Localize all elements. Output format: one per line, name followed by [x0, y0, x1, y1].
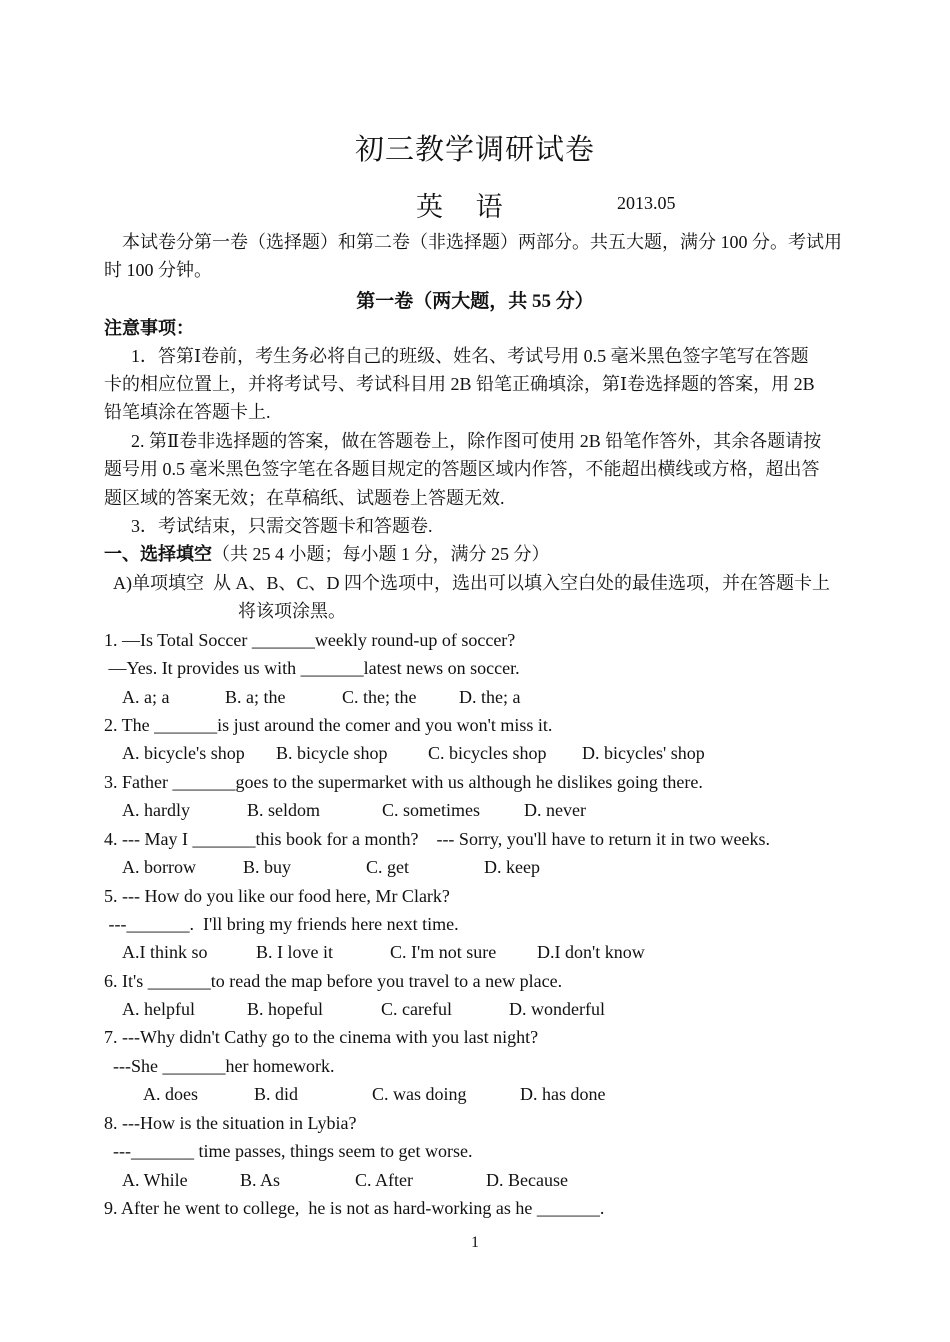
question-stem: 5. --- How do you like our food here, Mr Clark? — [104, 886, 450, 906]
notice-line: 题号用 0.5 毫米黑色签字笔在各题目规定的答题区域内作答，不能超出横线或方格，超出答 — [104, 459, 820, 479]
option-d: D.I don't know — [537, 942, 645, 962]
question-stem: ---_______ time passes, things seem to get worse. — [104, 1141, 473, 1161]
question-stem: 6. It's _______to read the map before you travel to a new place. — [104, 971, 563, 991]
option-d: D. Because — [486, 1170, 568, 1190]
question-stem: 3. Father _______goes to the supermarket with us although he dislikes going there. — [104, 772, 703, 792]
option-b: B. did — [254, 1084, 299, 1104]
option-b: B. As — [240, 1170, 281, 1190]
option-c: C. careful — [381, 999, 452, 1019]
notice-title: 注意事项： — [104, 318, 194, 338]
option-c: C. I'm not sure — [390, 942, 497, 962]
option-a: A. does — [143, 1084, 198, 1104]
question-stem: 1. —Is Total Soccer _______weekly round-up of soccer? — [104, 630, 516, 650]
option-d: D. never — [524, 800, 586, 820]
option-b: B. a; the — [225, 687, 286, 707]
question-stem: 7. ---Why didn't Cathy go to the cinema with you last night? — [104, 1027, 539, 1047]
exam-title: 初三教学调研试卷 — [354, 132, 595, 166]
intro-line-1: 本试卷分第一卷（选择题）和第二卷（非选择题）两部分。共五大题，满分 100 分。考试用 — [122, 232, 842, 252]
notice-line: 题区域的答案无效；在草稿纸、试题卷上答题无效. — [104, 488, 505, 508]
question-stem: ---She _______her homework. — [104, 1056, 335, 1076]
option-d: D. bicycles' shop — [582, 743, 705, 763]
page-number: 1 — [471, 1234, 479, 1251]
option-a: A. helpful — [122, 999, 195, 1019]
option-b: B. I love it — [256, 942, 333, 962]
option-c: C. the; the — [342, 687, 417, 707]
option-d: D. the; a — [459, 687, 521, 707]
option-c: C. was doing — [372, 1084, 467, 1104]
option-c: C. sometimes — [382, 800, 480, 820]
sub-a-instruction-cont: 将该项涂黑。 — [238, 601, 346, 621]
notice-line: 1．答第Ⅰ卷前，考生务必将自己的班级、姓名、考试号用 0.5 毫米黑色签字笔写在答题 — [131, 346, 809, 366]
option-d: D. keep — [484, 857, 540, 877]
part-heading-note: （共 25 4 小题；每小题 1 分，满分 25 分） — [212, 544, 550, 564]
option-a: A. bicycle's shop — [122, 743, 245, 763]
option-c: C. bicycles shop — [428, 743, 547, 763]
question-stem: 4. --- May I _______this book for a month? --- Sorry, you'll have to return it in two weeks. — [104, 829, 770, 849]
notice-line: 铅笔填涂在答题卡上. — [104, 402, 271, 422]
option-c: C. get — [366, 857, 409, 877]
option-a: A. While — [122, 1170, 188, 1190]
question-stem: —Yes. It provides us with _______latest news on soccer. — [104, 658, 520, 678]
part-heading-label: 一、选择填空 — [104, 544, 212, 564]
question-stem: 2. The _______is just around the comer and you won't miss it. — [104, 715, 553, 735]
option-a: A. borrow — [122, 857, 196, 877]
option-b: B. bicycle shop — [276, 743, 388, 763]
intro-line-2: 时 100 分钟。 — [104, 260, 212, 280]
question-stem: 9. After he went to college, he is not as hard-working as he _______. — [104, 1198, 605, 1218]
part-heading — [104, 542, 550, 566]
sub-a-instruction: A)单项填空 从 A、B、C、D 四个选项中，选出可以填入空白处的最佳选项，并在答题卡上 — [113, 573, 830, 593]
option-a: A. hardly — [122, 800, 190, 820]
option-a: A. a; a — [122, 687, 170, 707]
section-title: 第一卷（两大题，共 55 分） — [356, 291, 594, 312]
option-b: B. seldom — [247, 800, 321, 820]
option-b: B. buy — [243, 857, 292, 877]
notice-line: 2. 第Ⅱ卷非选择题的答案，做在答题卷上，除作图可使用 2B 铅笔作答外，其余各题请按 — [131, 431, 822, 451]
question-stem: 8. ---How is the situation in Lybia? — [104, 1113, 357, 1133]
option-d: D. has done — [520, 1084, 606, 1104]
exam-date: 2013.05 — [617, 193, 676, 213]
option-a: A.I think so — [122, 942, 208, 962]
notice-line: 卡的相应位置上，并将考试号、考试科目用 2B 铅笔正确填涂，第Ⅰ卷选择题的答案，用 2B — [104, 374, 815, 394]
option-d: D. wonderful — [509, 999, 605, 1019]
option-b: B. hopeful — [247, 999, 323, 1019]
option-c: C. After — [355, 1170, 413, 1190]
notice-line: 3．考试结束，只需交答题卡和答题卷. — [131, 516, 433, 536]
question-stem: ---_______. I'll bring my friends here next time. — [104, 914, 459, 934]
subject-label: 英 语 — [416, 192, 515, 223]
